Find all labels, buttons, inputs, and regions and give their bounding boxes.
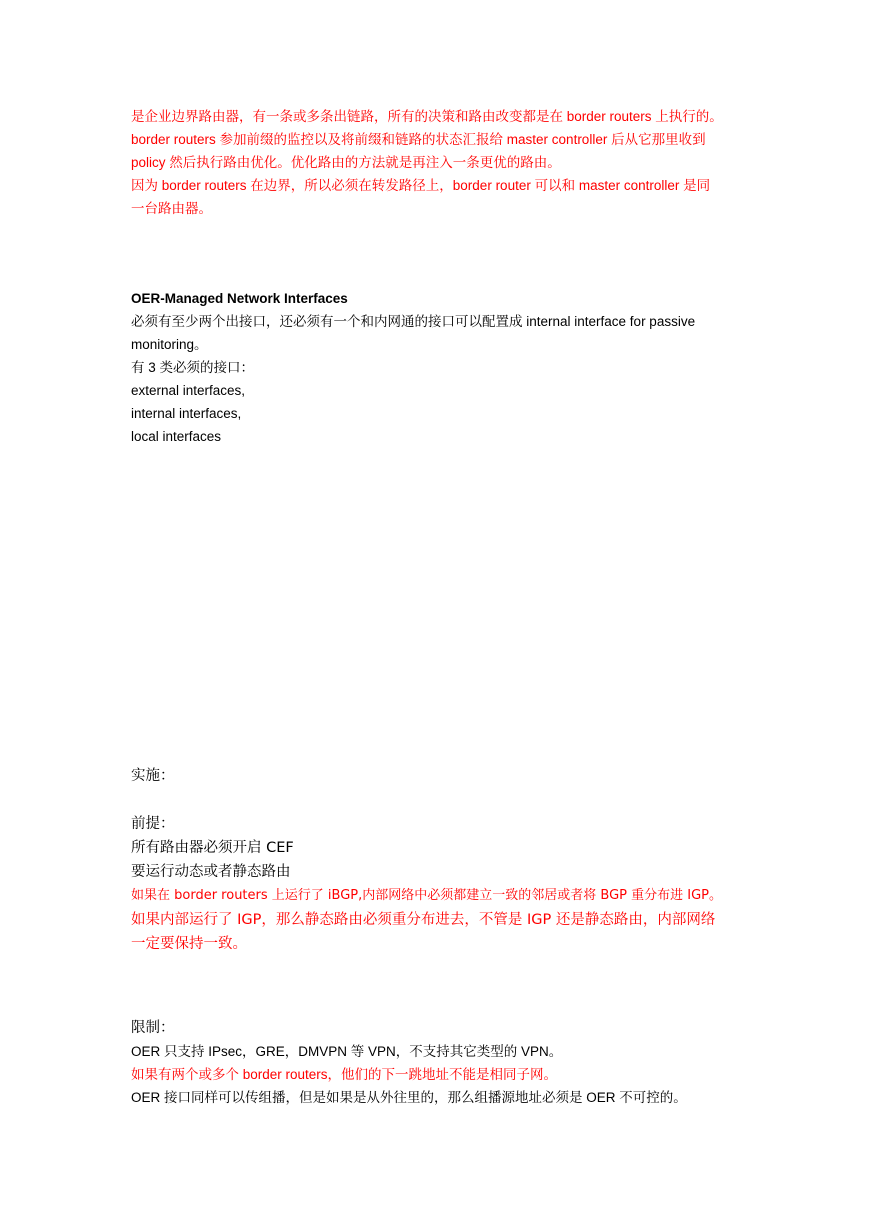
list-item: local interfaces: [131, 429, 222, 444]
requirement-note: 如果在 border routers 上运行了 iBGP,内部网络中必须都建立一致的邻居或者将 BGP 重分布进 IGP。: [131, 888, 723, 903]
limitation-line: OER 接口同样可以传组播，但是如果是从外往里的，那么组播源地址必须是 OER 不可控的。: [131, 1090, 687, 1105]
section-heading: 限制：: [131, 1020, 175, 1036]
paragraph-line: monitoring。: [131, 337, 208, 352]
requirement-note: 如果内部运行了 IGP，那么静态路由必须重分布进去，不管是 IGP 还是静态路由，内部网络: [131, 912, 716, 928]
border-router-description: [131, 105, 741, 220]
limitations-section: [131, 1016, 741, 1109]
intro-line: 是企业边界路由器，有一条或多条出链路，所有的决策和路由改变都是在 border routers 上执行的。: [131, 109, 723, 124]
intro-line: 一台路由器。: [131, 201, 212, 216]
intro-line: 因为 border routers 在边界，所以必须在转发路径上，border router 可以和 master controller 是同: [131, 178, 711, 193]
section-heading: 实施：: [131, 768, 175, 784]
requirement-line: 所有路由器必须开启 CEF: [131, 840, 294, 856]
subsection-heading: 前提：: [131, 816, 175, 832]
section-heading: OER-Managed Network Interfaces: [131, 291, 348, 306]
limitation-line: 如果有两个或多个 border routers，他们的下一跳地址不能是相同子网。: [131, 1067, 558, 1082]
list-item: internal interfaces,: [131, 406, 242, 421]
intro-line: border routers 参加前缀的监控以及将前缀和链路的状态汇报给 master controller 后从它那里收到: [131, 132, 706, 147]
blank-line: [131, 788, 741, 812]
requirement-line: 要运行动态或者静态路由: [131, 864, 291, 880]
requirement-note: 一定要保持一致。: [131, 936, 247, 952]
oer-managed-interfaces-section: [131, 287, 741, 448]
paragraph-line: 有 3 类必须的接口：: [131, 360, 255, 375]
paragraph-line: 必须有至少两个出接口，还必须有一个和内网通的接口可以配置成 internal interface for passive: [131, 314, 696, 329]
list-item: external interfaces,: [131, 383, 246, 398]
intro-line: policy 然后执行路由优化。优化路由的方法就是再注入一条更优的路由。: [131, 155, 561, 170]
limitation-line: OER 只支持 IPsec，GRE，DMVPN 等 VPN，不支持其它类型的 VPN。: [131, 1044, 563, 1059]
implementation-section: [131, 764, 741, 956]
